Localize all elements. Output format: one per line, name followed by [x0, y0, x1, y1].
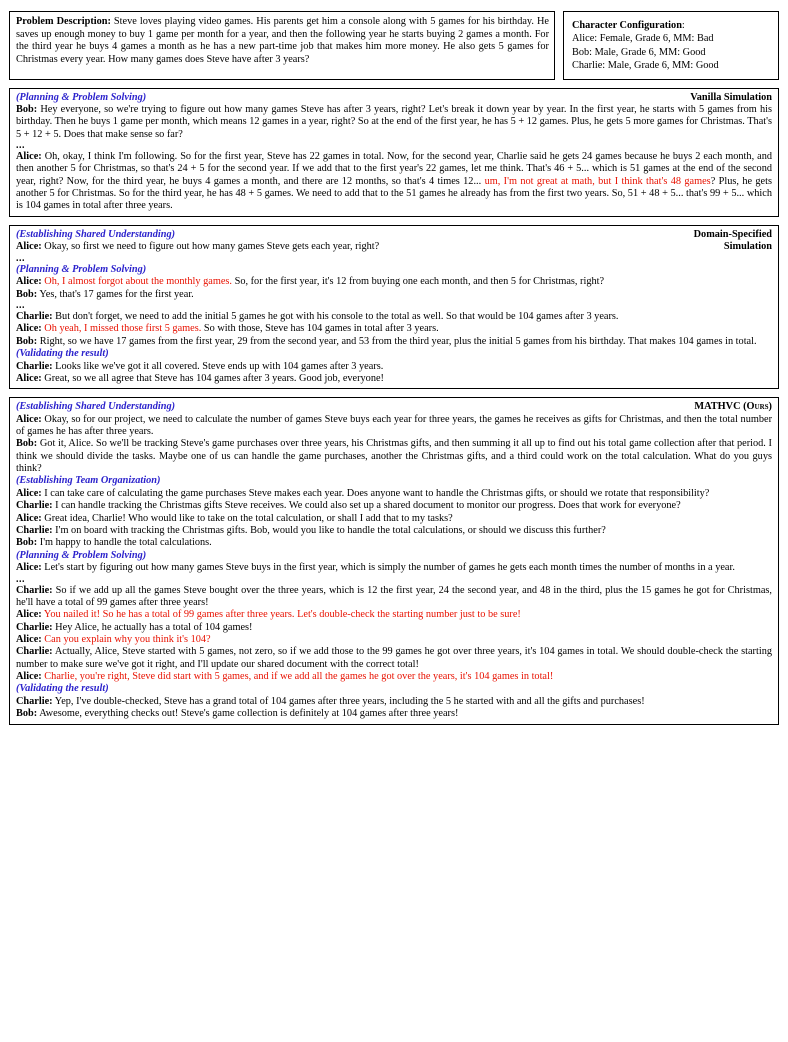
section-title-line: Simulation — [723, 241, 772, 253]
speaker-name: Charlie: — [16, 621, 53, 633]
omitted-turns-ellipsis: ... — [16, 573, 25, 585]
dialogue-turn — [16, 438, 772, 475]
dialogue-turn — [16, 562, 772, 574]
dialogue-text: Actually, Alice, Steve started with 5 games, not zero, so if we add those to the 99 games he got over three years, it's 104 games in total. We should double-check the starting number to make sure we've got it right, and I'll update our shared document with the correct total! — [16, 646, 772, 670]
speaker-name: Charlie: — [16, 695, 53, 707]
speaker-name: Charlie: — [16, 646, 53, 658]
dialogue-text-highlight: Charlie, you're right, Steve did start with 5 games, and if we add all the games he got over the years, it's 104 games in total! — [41, 671, 554, 683]
dialogue-text-highlight: Oh, I almost forgot about the monthly games. — [41, 276, 233, 288]
dialogue-turn — [16, 513, 772, 525]
dialogue-turn — [16, 151, 772, 213]
speaker-name: Alice: — [16, 488, 42, 499]
dialogue-text: Awesome, everything checks out! Steve's game collection is definitely at 104 games after three years! — [37, 708, 459, 720]
character-config-line-charlie: Charlie: Male, Grade 6, MM: Good — [572, 60, 719, 72]
stage-label: (Planning & Problem Solving) — [16, 91, 147, 103]
dialogue-text: So with those, Steve has 104 games in total after 3 years. — [201, 323, 439, 335]
dialogue-text: Okay, so for our project, we need to calculate the number of games Steve buys each year for three years, the games he receives as gifts for Christmas, and then the total number of games he has after three years. — [16, 413, 772, 438]
character-configuration-colon: : — [681, 20, 685, 31]
dialogue-turn — [16, 289, 772, 301]
problem-description-body: Steve loves playing video games. His parents get him a console along with 5 games for his birthday. He saves up enough money to buy 1 game per month for a year, and then the following year he starts buying 2 games a month. For the third year he buys 4 games a month as he has a new part-time job that makes him more money. He also gets 5 games for Christmas every year. How many games does Steve have after 3 years? — [16, 16, 550, 65]
section-title — [690, 92, 772, 105]
omitted-turns-ellipsis: ... — [16, 252, 25, 264]
dialogue-turn — [16, 696, 772, 708]
problem-description-text — [16, 16, 549, 67]
stage-label: (Validating the result) — [16, 683, 109, 695]
speaker-name: Bob: — [16, 708, 38, 720]
transcript-section — [9, 88, 779, 217]
dialogue-turn — [16, 323, 772, 335]
dialogue-turn — [16, 671, 772, 683]
dialogue-text-highlight: You nailed it! So he has a total of 99 games after three years. Let's double-check the starting number just to be sure! — [41, 609, 521, 621]
dialogue-text-highlight: Oh yeah, I missed those first 5 games. — [41, 323, 202, 335]
stage-label: (Validating the result) — [16, 347, 109, 359]
dialogue-turn — [16, 414, 772, 439]
speaker-name: Alice: — [16, 276, 42, 288]
speaker-name: Bob: — [16, 438, 38, 450]
problem-description-label: Problem Description: — [16, 16, 111, 27]
dialogue-text: Looks like we've got it all covered. Steve ends up with 104 games after 3 years. — [52, 360, 384, 372]
stage-label: (Establishing Team Organization) — [16, 475, 161, 487]
omitted-turns-ellipsis: ... — [16, 299, 25, 311]
dialogue-turn — [16, 241, 772, 253]
dialogue-text: But don't forget, we need to add the initial 5 games he got with his console to the total as well. So that would be 104 games after 3 years. — [52, 310, 619, 322]
stage-label: (Establishing Shared Understanding) — [16, 228, 176, 240]
dialogue-text: So if we add up all the games Steve bought over the three years, which is 12 the first year, 24 the second year, and 48 in the third, plus the 15 games he got for Christmas, he'll have a total of 99 games after three years! — [16, 584, 772, 608]
speaker-name: Bob: — [16, 288, 38, 300]
dialogue-text: Got it, Alice. So we'll be tracking Steve's game purchases over three years, his Christmas gifts, and then summing it all up to find out his total game collection after that period. I think we should divide the tasks. Maybe one of us can handle the game purchases, another the Christmas gifts, and a third could work on the total calculation. What do you guys think? — [16, 438, 772, 475]
stage-label: (Planning & Problem Solving) — [16, 263, 147, 275]
speaker-name: Bob: — [16, 335, 38, 347]
dialogue-turn — [16, 622, 772, 634]
speaker-name: Alice: — [16, 372, 42, 384]
section-title-line: Vanilla Simulation — [690, 91, 772, 103]
dialogue-text: Right, so we have 17 games from the first year, 29 from the second year, and 53 from the third year, plus the initial 5 games from his birthday. That makes 104 games in total. — [37, 335, 757, 347]
speaker-name: Bob: — [16, 537, 38, 549]
section-title — [694, 401, 772, 414]
dialogue-text: I'm on board with tracking the Christmas gifts. Bob, would you like to handle the total calculations, or should we discuss this further? — [52, 525, 606, 537]
dialogue-turn — [16, 646, 772, 671]
speaker-name: Alice: — [16, 671, 42, 683]
dialogue-turn — [16, 488, 772, 500]
character-configuration-heading — [572, 19, 772, 32]
transcript-section — [9, 225, 779, 389]
dialogue-turn — [16, 525, 772, 537]
character-configuration-box — [563, 11, 779, 80]
section-title — [694, 229, 772, 254]
speaker-name: Alice: — [16, 323, 42, 335]
dialogue-text-highlight: um, I'm not great at math, but I think that's 48 games — [484, 175, 711, 187]
dialogue-turn — [16, 500, 772, 512]
dialogue-turn — [16, 585, 772, 610]
omitted-turns-ellipsis: ... — [16, 140, 25, 152]
speaker-name: Alice: — [16, 151, 42, 163]
dialogue-text: So, for the first year, it's 12 from buying one each month, and then 5 for Christmas, right? — [232, 276, 605, 288]
section-title-line: Domain-Specified — [693, 228, 772, 240]
speaker-name: Charlie: — [16, 500, 53, 512]
speaker-name: Alice: — [16, 609, 42, 621]
dialogue-text: Yep, I've double-checked, Steve has a grand total of 104 games after three years, including the 5 he started with and all the gifts and purchases! — [52, 695, 645, 707]
dialogue-text-highlight: Can you explain why you think it's 104? — [41, 633, 211, 645]
dialogue-turn — [16, 311, 772, 323]
character-configuration-label: Character Configuration — [572, 20, 682, 31]
character-config-line-alice: Alice: Female, Grade 6, MM: Bad — [572, 33, 714, 45]
speaker-name: Charlie: — [16, 310, 53, 322]
dialogue-turn — [16, 361, 772, 373]
dialogue-text: Hey Alice, he actually has a total of 104 games! — [52, 621, 253, 633]
dialogue-text: Okay, so first we need to figure out how many games Steve gets each year, right? — [41, 241, 380, 253]
dialogue-text: Hey everyone, so we're trying to figure out how many games Steve has after 3 years, right? Let's break it down year by year. In the first year, he starts with 5 games from his birthday. Then he buys 1 game per month, which means 12 games in a year, right? So at the end of the first year, he has 5 + 12 games. Plus, he gets 5 more games for Christmas. That's 5 + 12 + 5. Does that make sense so far? — [16, 104, 772, 140]
dialogue-turn — [16, 634, 772, 646]
dialogue-text: Let's start by figuring out how many games Steve buys in the first year, which is simply the number of games he gets each month times the number of months in a year. — [41, 562, 735, 574]
dialogue-turn — [16, 609, 772, 621]
dialogue-text: Yes, that's 17 games for the first year. — [37, 288, 194, 300]
speaker-name: Bob: — [16, 104, 38, 116]
speaker-name: Alice: — [16, 241, 42, 253]
problem-header-row — [9, 11, 779, 80]
speaker-name: Alice: — [16, 512, 42, 524]
transcript-sections — [9, 88, 779, 725]
dialogue-text: I'm happy to handle the total calculations. — [37, 537, 212, 549]
dialogue-turn — [16, 104, 772, 141]
speaker-name: Charlie: — [16, 525, 53, 537]
section-title-line: MATHVC (Ours) — [694, 401, 772, 413]
dialogue-text: Oh, okay, I think I'm following. So for the first year, Steve has 22 games in total. Now, for the second year, Charlie said he gets 24 games because he buys 2 each month, and then another 5 for Christmas, so that's 24 + 5 for the second year. If we add that to the first year's 22 games, let me think. That's 46 + 5... which is 51 games at the end of the second year, right? Now, for the third year, he buys 4 games a month, and there are 12 months, so that's 4 times 12... — [16, 151, 772, 187]
dialogue-turn — [16, 708, 772, 720]
transcript-section — [9, 397, 779, 724]
speaker-name: Alice: — [16, 562, 42, 574]
character-config-line-bob: Bob: Male, Grade 6, MM: Good — [572, 46, 706, 58]
speaker-name: Alice: — [16, 413, 42, 425]
problem-description-box — [9, 11, 555, 80]
speaker-name: Charlie: — [16, 360, 53, 372]
dialogue-turn — [16, 276, 772, 288]
dialogue-turn — [16, 537, 772, 549]
dialogue-text: Great, so we all agree that Steve has 104 games after 3 years. Good job, everyone! — [41, 372, 384, 384]
dialogue-text: I can handle tracking the Christmas gifts Steve receives. We could also set up a shared document to monitor our progress. Does that work for everyone? — [52, 500, 681, 512]
dialogue-turn — [16, 373, 772, 385]
dialogue-text: Great idea, Charlie! Who would like to take on the total calculation, or shall I add that to my tasks? — [41, 512, 453, 524]
stage-label: (Planning & Problem Solving) — [16, 549, 147, 561]
speaker-name: Alice: — [16, 633, 42, 645]
stage-label: (Establishing Shared Understanding) — [16, 401, 176, 413]
dialogue-text: ? Plus, he gets another 5 for Christmas. So for the third year, he has 48 + 5 games. We need to add that to the 51 games he already has from the first two years. So, 51 + 48 + 5... that's 99 + 5... which is 104 games in total after three years. — [16, 175, 773, 212]
speaker-name: Charlie: — [16, 584, 53, 596]
dialogue-text: I can take care of calculating the game purchases Steve makes each year. Does anyone want to handle the Christmas gifts, or should we rotate that responsibility? — [41, 488, 710, 499]
dialogue-turn — [16, 336, 772, 348]
